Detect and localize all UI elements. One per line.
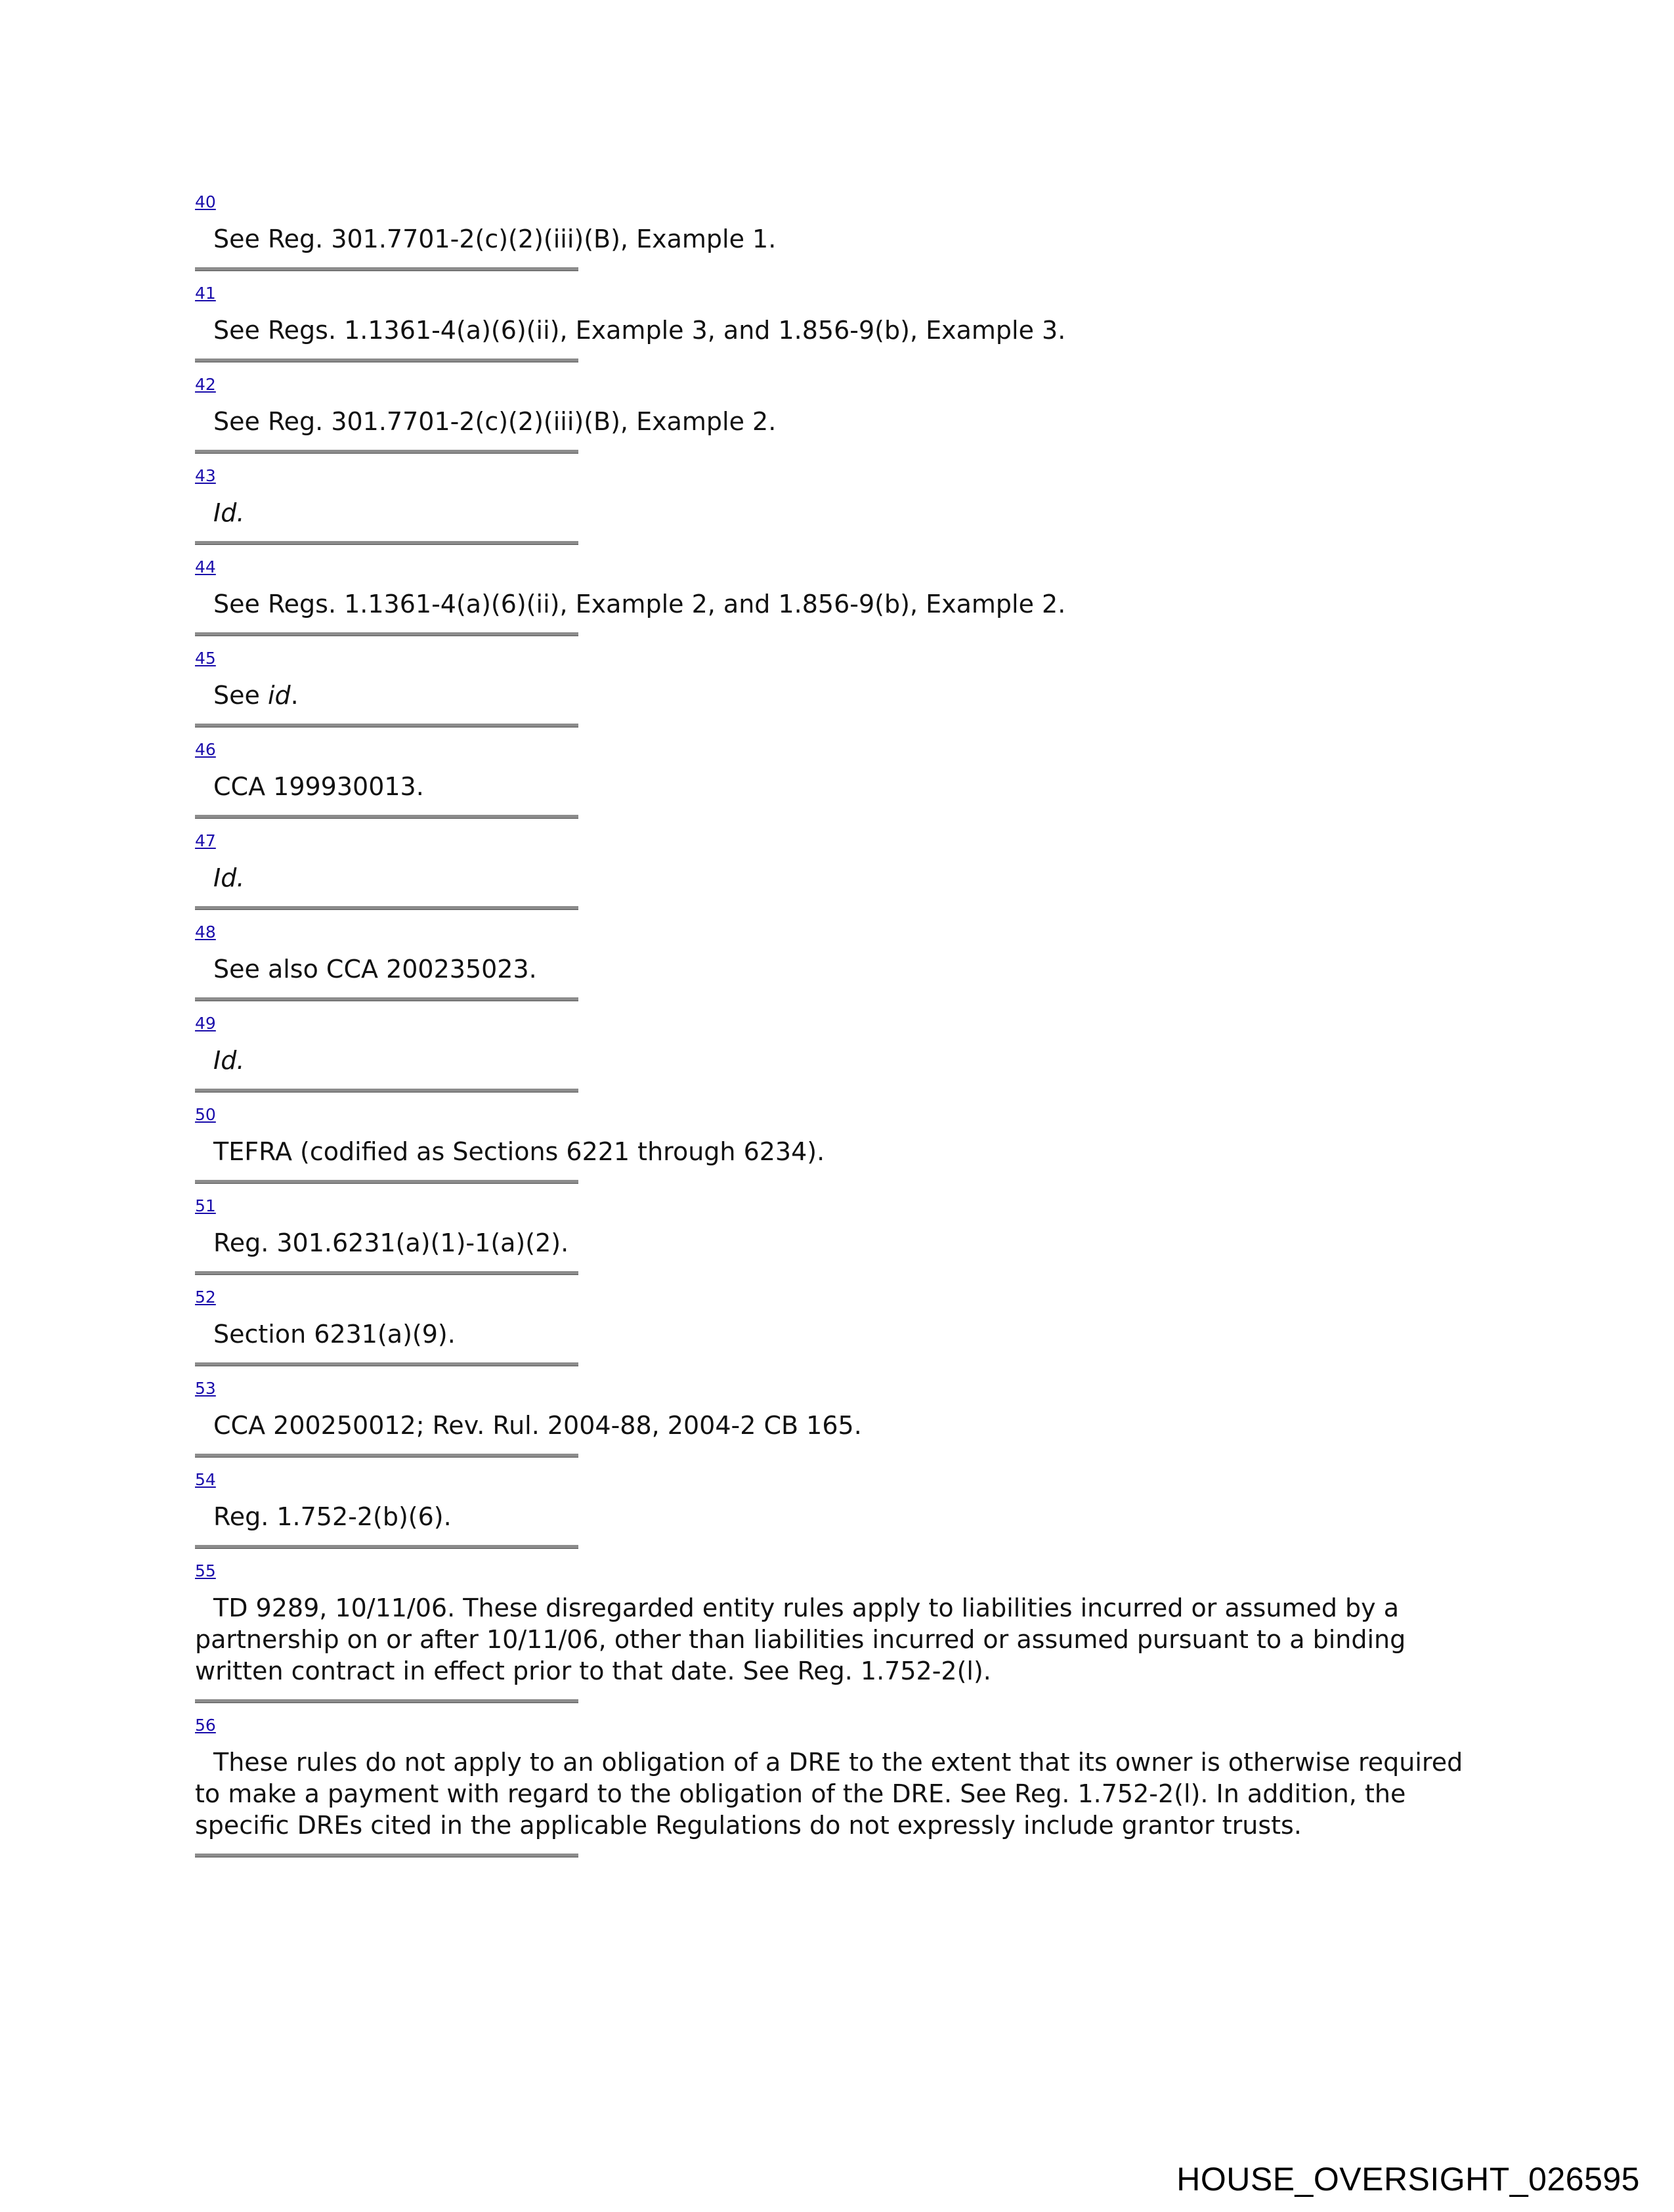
footnote <box>195 649 1508 727</box>
footnote-separator <box>195 1545 578 1549</box>
footnote-text <box>195 314 1482 346</box>
footnote-link[interactable]: 43 <box>195 466 216 485</box>
footnote-separator <box>195 541 578 545</box>
footnote-separator <box>195 1854 578 1857</box>
footnote-separator <box>195 1271 578 1275</box>
footnote <box>195 1105 1508 1184</box>
footnote <box>195 1014 1508 1093</box>
footnote <box>195 557 1508 636</box>
footnote-text-run: Reg. 1.752-2(b)(6). <box>213 1502 452 1531</box>
footnote-text <box>195 1592 1482 1687</box>
footnote-text <box>195 1746 1482 1841</box>
footnote-text-run: TD 9289, 10/11/06. These disregarded entity rules apply to liabilities incurred or assumed by a partnership on or after 10/11/06, other than liabilities incurred or assumed pursuant to a binding written contract in effect prior to that date. See Reg. 1.752-2(l). <box>195 1594 1406 1685</box>
footnote-text-run: Reg. 301.6231(a)(1)-1(a)(2). <box>213 1228 569 1257</box>
footnote-separator <box>195 358 578 362</box>
footnote <box>195 1716 1508 1857</box>
footnote <box>195 1196 1508 1275</box>
footnote-link[interactable]: 53 <box>195 1379 216 1398</box>
footnote-separator <box>195 1454 578 1458</box>
footnote <box>195 1470 1508 1549</box>
footnote-text <box>195 680 1482 711</box>
footnote-link[interactable]: 40 <box>195 192 216 211</box>
footnote-text <box>195 1501 1482 1532</box>
footnote-separator <box>195 267 578 271</box>
footnote-link[interactable]: 54 <box>195 1470 216 1489</box>
footnote-separator <box>195 815 578 819</box>
footnote-text-run: See Reg. 301.7701-2(c)(2)(iii)(B), Example 2. <box>213 407 777 436</box>
footnote <box>195 1288 1508 1366</box>
footnote-text-run: CCA 200250012; Rev. Rul. 2004-88, 2004-2 CB 165. <box>213 1411 862 1440</box>
footnote-text <box>195 1318 1482 1350</box>
footnote-text-italic: Id. <box>213 1046 245 1075</box>
footnote <box>195 922 1508 1001</box>
footnote-separator <box>195 450 578 454</box>
footnote-link[interactable]: 48 <box>195 922 216 942</box>
footnote-separator <box>195 906 578 910</box>
bates-stamp: HOUSE_OVERSIGHT_026595 <box>1176 2161 1640 2198</box>
footnote-text <box>195 1045 1482 1076</box>
footnote-text-run: . <box>290 681 299 710</box>
footnote-link[interactable]: 52 <box>195 1288 216 1307</box>
footnote-text <box>195 771 1482 802</box>
footnote-text-run: See Reg. 301.7701-2(c)(2)(iii)(B), Example 1. <box>213 225 777 253</box>
footnote-separator <box>195 997 578 1001</box>
footnote-link[interactable]: 51 <box>195 1196 216 1215</box>
footnote <box>195 192 1508 271</box>
footnotes-list <box>195 192 1508 1870</box>
footnote-text-run: See also CCA 200235023. <box>213 955 537 984</box>
footnote-link[interactable]: 50 <box>195 1105 216 1124</box>
footnote-text-run: See <box>213 681 268 710</box>
footnote-separator <box>195 1180 578 1184</box>
footnote <box>195 831 1508 910</box>
footnote-link[interactable]: 47 <box>195 831 216 850</box>
footnote-text <box>195 1410 1482 1441</box>
footnote-text-run: These rules do not apply to an obligation of a DRE to the extent that its owner is otherwise required to make a payment with regard to the obligation of the DRE. See Reg. 1.752-2(l). In addition, the specific DREs cited in the applicable Regulations do not expressly include grantor trusts. <box>195 1748 1463 1840</box>
footnote-text <box>195 1227 1482 1259</box>
footnote-text <box>195 497 1482 529</box>
footnote <box>195 284 1508 362</box>
footnote-link[interactable]: 45 <box>195 649 216 668</box>
footnote-text <box>195 588 1482 620</box>
footnote-text <box>195 862 1482 894</box>
footnote-text <box>195 953 1482 985</box>
footnote-separator <box>195 1699 578 1703</box>
footnote-link[interactable]: 46 <box>195 740 216 759</box>
footnote <box>195 466 1508 545</box>
footnote-link[interactable]: 44 <box>195 557 216 576</box>
footnote-link[interactable]: 55 <box>195 1561 216 1580</box>
footnote-link[interactable]: 42 <box>195 375 216 394</box>
footnote <box>195 375 1508 454</box>
footnote-text-run: CCA 199930013. <box>213 772 424 801</box>
footnote-separator <box>195 632 578 636</box>
footnote-text <box>195 223 1482 255</box>
footnote-text-run: TEFRA (codified as Sections 6221 through 6234). <box>213 1137 825 1166</box>
footnote-link[interactable]: 56 <box>195 1716 216 1735</box>
footnote-text-italic: Id. <box>213 498 245 527</box>
footnote-text-italic: id <box>267 681 291 710</box>
footnote-separator <box>195 724 578 727</box>
footnote-separator <box>195 1089 578 1093</box>
footnote-text <box>195 406 1482 437</box>
footnote-text-run: Section 6231(a)(9). <box>213 1320 456 1349</box>
footnote-text-run: See Regs. 1.1361-4(a)(6)(ii), Example 2, and 1.856-9(b), Example 2. <box>213 590 1066 618</box>
footnote <box>195 1379 1508 1458</box>
footnote-separator <box>195 1362 578 1366</box>
footnote-text <box>195 1136 1482 1167</box>
footnote-link[interactable]: 49 <box>195 1014 216 1033</box>
footnote <box>195 1561 1508 1703</box>
footnote-text-italic: Id. <box>213 863 245 892</box>
footnote-text-run: See Regs. 1.1361-4(a)(6)(ii), Example 3, and 1.856-9(b), Example 3. <box>213 316 1066 345</box>
footnote <box>195 740 1508 819</box>
footnote-link[interactable]: 41 <box>195 284 216 303</box>
